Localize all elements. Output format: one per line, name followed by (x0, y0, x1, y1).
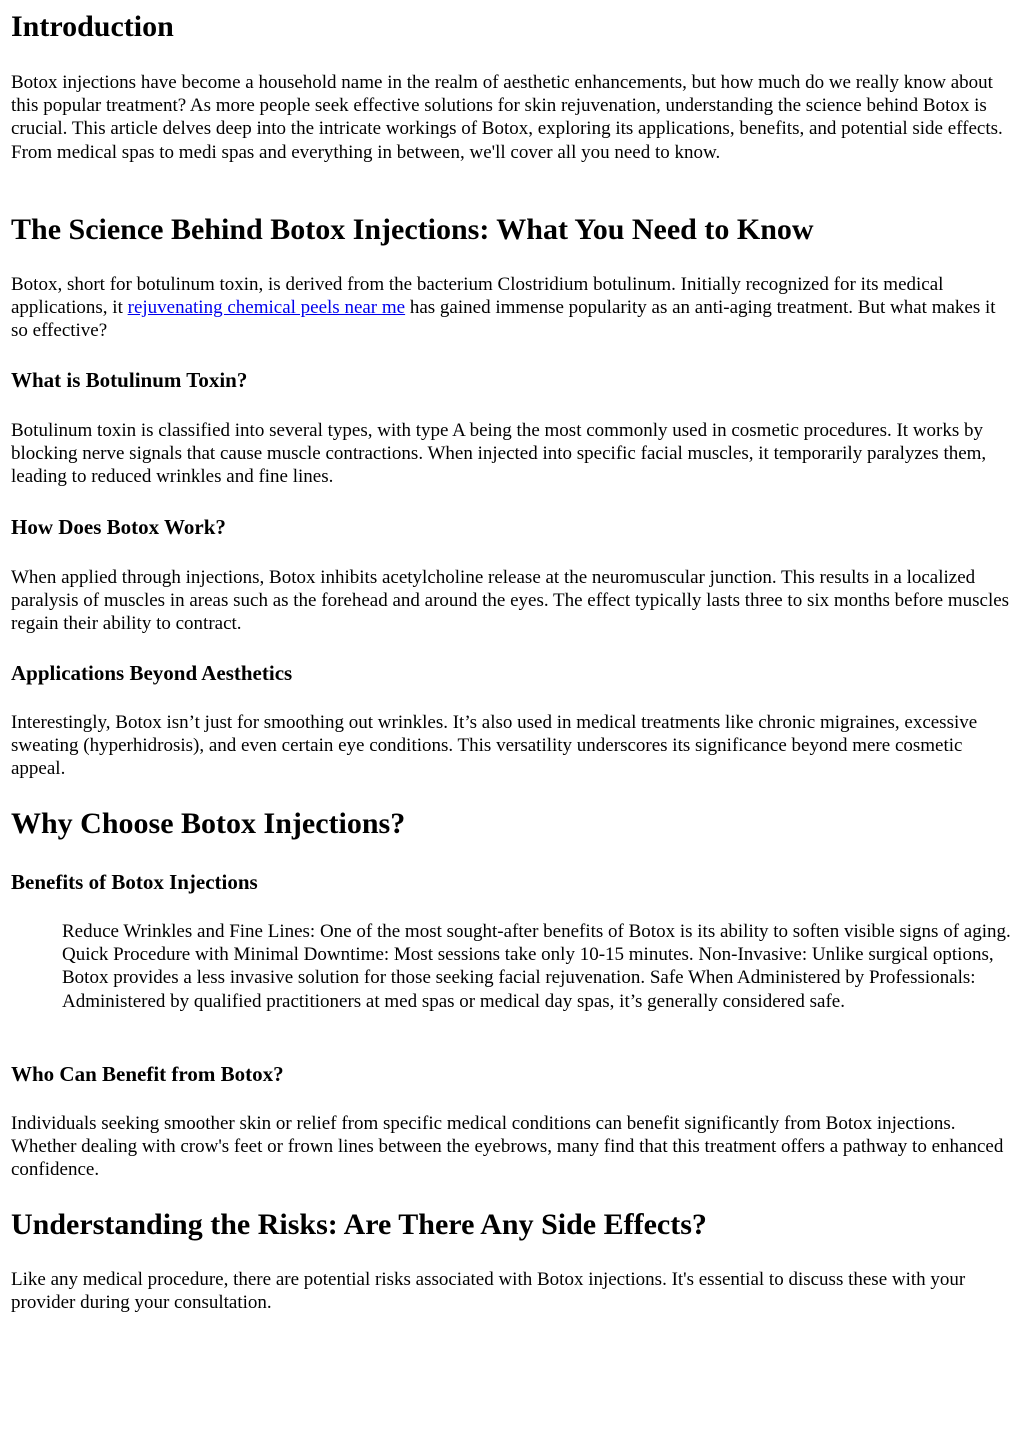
science-paragraph (11, 273, 1013, 343)
benefits-heading: Benefits of Botox Injections (11, 870, 258, 894)
intro-heading: Introduction (11, 10, 174, 43)
risks-heading: Understanding the Risks: Are There Any Side Effects? (11, 1208, 707, 1241)
why-heading: Why Choose Botox Injections? (11, 807, 406, 840)
science-paragraph-text-start: Botox, short for botulinum toxin, is derived from the bacterium Clostridium botulinum. Initially recognized for its medical applications, it (11, 274, 944, 319)
who-heading: Who Can Benefit from Botox? (11, 1062, 284, 1086)
toxin-heading: What is Botulinum Toxin? (11, 368, 248, 392)
who-paragraph: Individuals seeking smoother skin or relief from specific medical conditions can benefit significantly from Botox injections. Whether dealing with crow's feet or frown lines between the eyebrows, many find that this treatment offers a pathway to enhanced confidence. (11, 1113, 1004, 1181)
intro-paragraph: Botox injections have become a household name in the realm of aesthetic enhancements, but how much do we really know about this popular treatment? As more people seek effective solutions for skin rejuvenation, understanding the science behind Botox is crucial. This article delves deep into the intricate workings of Botox, exploring its applications, benefits, and potential side effects. From medical spas to medi spas and everything in between, we'll cover all you need to know. (11, 72, 1003, 163)
apps-heading: Applications Beyond Aesthetics (11, 661, 293, 685)
how-heading: How Does Botox Work? (11, 515, 226, 539)
apps-paragraph: Interestingly, Botox isn’t just for smoothing out wrinkles. It’s also used in medical treatments like chronic migraines, excessive sweating (hyperhidrosis), and even certain eye conditions. This versatility underscores its significance beyond mere cosmetic appeal. (11, 712, 978, 780)
how-paragraph: When applied through injections, Botox inhibits acetylcholine release at the neuromuscular junction. This results in a localized paralysis of muscles in areas such as the forehead and around the eyes. The effect typically lasts three to six months before muscles regain their ability to contract. (11, 567, 1010, 635)
benefits-list: Reduce Wrinkles and Fine Lines: One of the most sought-after benefits of Botox is its ability to soften visible signs of aging. Quick Procedure with Minimal Downtime: Most sessions take only 10-15 minutes. Non-Invasive: Unlike surgical options, Botox provides a less invasive solution for those seeking facial rejuvenation. Safe When Administered by Professionals: Administered by qualified practitioners at med spas or medical day spas, it’s generally considered safe. (62, 921, 1011, 1012)
risks-paragraph: Like any medical procedure, there are potential risks associated with Botox injections. It's essential to discuss these with your provider during your consultation. (11, 1269, 966, 1314)
toxin-paragraph: Botulinum toxin is classified into several types, with type A being the most commonly used in cosmetic procedures. It works by blocking nerve signals that cause muscle contractions. When injected into specific facial muscles, it temporarily paralyzes them, leading to reduced wrinkles and fine lines. (11, 420, 987, 488)
science-paragraph-text-end: has gained immense popularity as an anti-aging treatment. But what makes it so effective? (11, 297, 996, 342)
chemical-peels-link[interactable]: rejuvenating chemical peels near me (127, 297, 406, 319)
science-heading: The Science Behind Botox Injections: What You Need to Know (11, 213, 814, 246)
